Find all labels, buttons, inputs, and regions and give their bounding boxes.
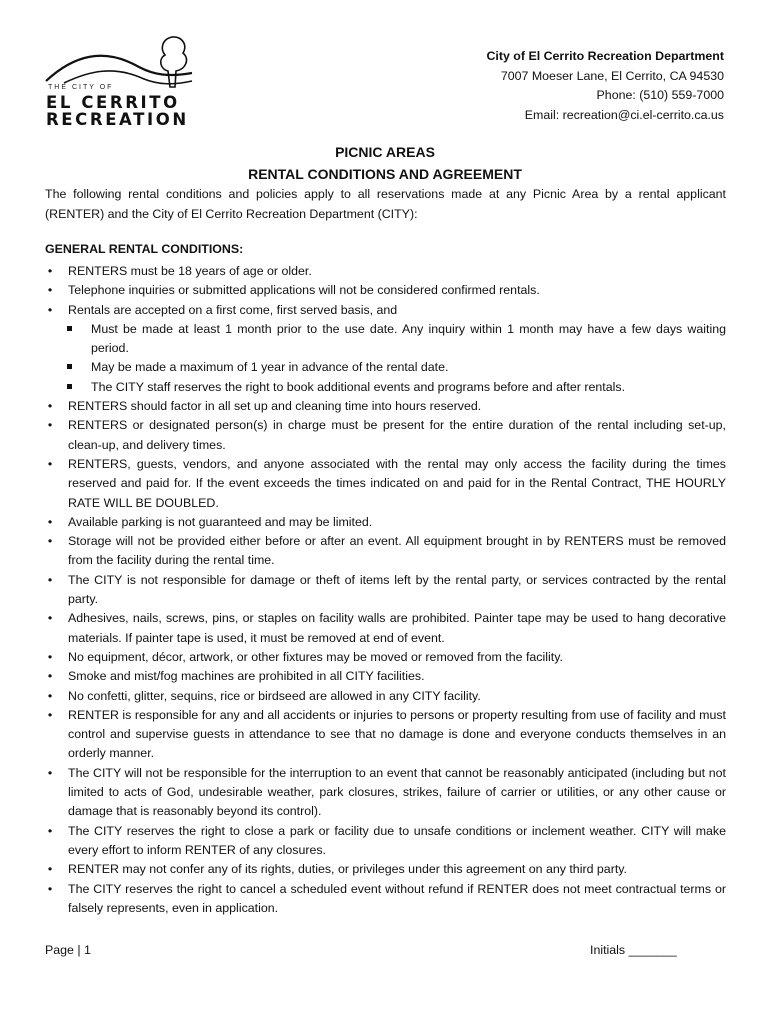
- bullet-icon: •: [47, 514, 53, 529]
- list-item: • No confetti, glitter, sequins, rice or birdseed are allowed in any CITY facility.: [45, 687, 726, 706]
- email: Email: recreation@ci.el-cerrito.ca.us: [524, 107, 724, 122]
- list-item: • RENTER may not confer any of its rights, duties, or privileges under this agreement on any third party.: [45, 860, 726, 879]
- list-item: • The CITY reserves the right to close a park or facility due to unsafe conditions or inclement weather. CITY will make every effort to inform RENTER of any closures.: [45, 822, 726, 861]
- list-item: • Smoke and mist/fog machines are prohibited in all CITY facilities.: [45, 667, 726, 686]
- address: 7007 Moeser Lane, El Cerrito, CA 94530: [500, 68, 724, 83]
- bullet-icon: •: [47, 456, 53, 471]
- bullet-icon: •: [47, 765, 53, 780]
- bullet-icon: •: [47, 707, 53, 722]
- list-item: • The CITY reserves the right to cancel a scheduled event without refund if RENTER does not meet contractual terms or falsely represents, even in application.: [45, 880, 726, 919]
- sub-list-item: The CITY staff reserves the right to book additional events and programs before and after rentals.: [45, 378, 726, 397]
- list-item: • RENTERS or designated person(s) in charge must be present for the entire duration of the rental including set-up, clean-up, and delivery times.: [45, 416, 726, 455]
- department-name: City of El Cerrito Recreation Department: [486, 49, 724, 63]
- list-item: • RENTERS should factor in all set up and cleaning time into hours reserved.: [45, 397, 726, 416]
- sub-list-item: Must be made at least 1 month prior to the use date. Any inquiry within 1 month may have a few days waiting period.: [45, 320, 726, 359]
- bullet-icon: •: [47, 302, 53, 317]
- bullet-icon: •: [47, 881, 53, 896]
- list-item: • The CITY will not be responsible for the interruption to an event that cannot be reasonably anticipated (including but not limited to acts of God, undesirable weather, park closures, strikes, failure of carrier or utilities, or any other cause or damage that is reasonably beyond its control).: [45, 764, 726, 822]
- intro-paragraph: The following rental conditions and policies apply to all reservations made at any Picnic Area by a rental applicant (RENTER) and the City of El Cerrito Recreation Department (CITY):: [45, 187, 726, 221]
- bullet-icon: •: [47, 669, 53, 684]
- title-line2: RENTAL CONDITIONS AND AGREEMENT: [248, 166, 522, 182]
- square-bullet-icon: [67, 326, 72, 331]
- list-item: • No equipment, décor, artwork, or other fixtures may be moved or removed from the facility.: [45, 648, 726, 667]
- square-bullet-icon: [67, 384, 72, 389]
- square-bullet-icon: [67, 364, 72, 369]
- page-number: Page | 1: [45, 943, 91, 957]
- title-line1: PICNIC AREAS: [335, 144, 435, 160]
- sub-list-item: May be made a maximum of 1 year in advance of the rental date.: [45, 358, 726, 377]
- bullet-icon: •: [47, 823, 53, 838]
- bullet-icon: •: [47, 418, 53, 433]
- bullet-icon: •: [47, 399, 53, 414]
- list-item: • Adhesives, nails, screws, pins, or staples on facility walls are prohibited. Painter tape may be used to hang decorative materials. If painter tape is used, it must be removed at end of event.: [45, 609, 726, 648]
- logo-small-text: THE CITY OF: [48, 84, 114, 91]
- list-item: • RENTERS must be 18 years of age or older.: [45, 262, 726, 281]
- contact-block: [486, 47, 724, 125]
- initials-field[interactable]: Initials _______: [590, 943, 677, 957]
- list-item: • Rentals are accepted on a first come, first served basis, and: [45, 301, 726, 320]
- phone: Phone: (510) 559-7000: [596, 88, 724, 102]
- list-item: • The CITY is not responsible for damage or theft of items left by the rental party, or services contracted by the rental party.: [45, 571, 726, 610]
- conditions-list: [45, 262, 726, 918]
- bullet-icon: •: [47, 611, 53, 626]
- logo-line2: RECREATION: [46, 110, 189, 129]
- list-item: • RENTERS, guests, vendors, and anyone associated with the rental may only access the facility during the times reserved and paid for. If the event exceeds the times indicated on and paid for in the Rental Contract, THE HOURLY RATE WILL BE DOUBLED.: [45, 455, 726, 513]
- list-item: • RENTER is responsible for any and all accidents or injuries to persons or property resulting from use of facility and must control and supervise guests in attendance to see that no damage is done and everyone conducts themselves in an orderly manner.: [45, 706, 726, 764]
- bullet-icon: •: [47, 862, 53, 877]
- bullet-icon: •: [47, 688, 53, 703]
- bullet-icon: •: [47, 264, 53, 278]
- bullet-icon: •: [47, 572, 53, 587]
- city-logo: [44, 33, 194, 129]
- bullet-icon: •: [47, 649, 53, 664]
- bullet-icon: •: [47, 534, 53, 549]
- list-item: • Telephone inquiries or submitted applications will not be considered confirmed rentals.: [45, 281, 726, 300]
- bullet-icon: •: [47, 283, 53, 298]
- section-heading: GENERAL RENTAL CONDITIONS:: [45, 242, 244, 256]
- logo-line1: EL CERRITO: [46, 93, 180, 112]
- list-item: • Available parking is not guaranteed and may be limited.: [45, 513, 726, 532]
- list-item: • Storage will not be provided either before or after an event. All equipment brought in by RENTERS must be removed from the facility during the rental time.: [45, 532, 726, 571]
